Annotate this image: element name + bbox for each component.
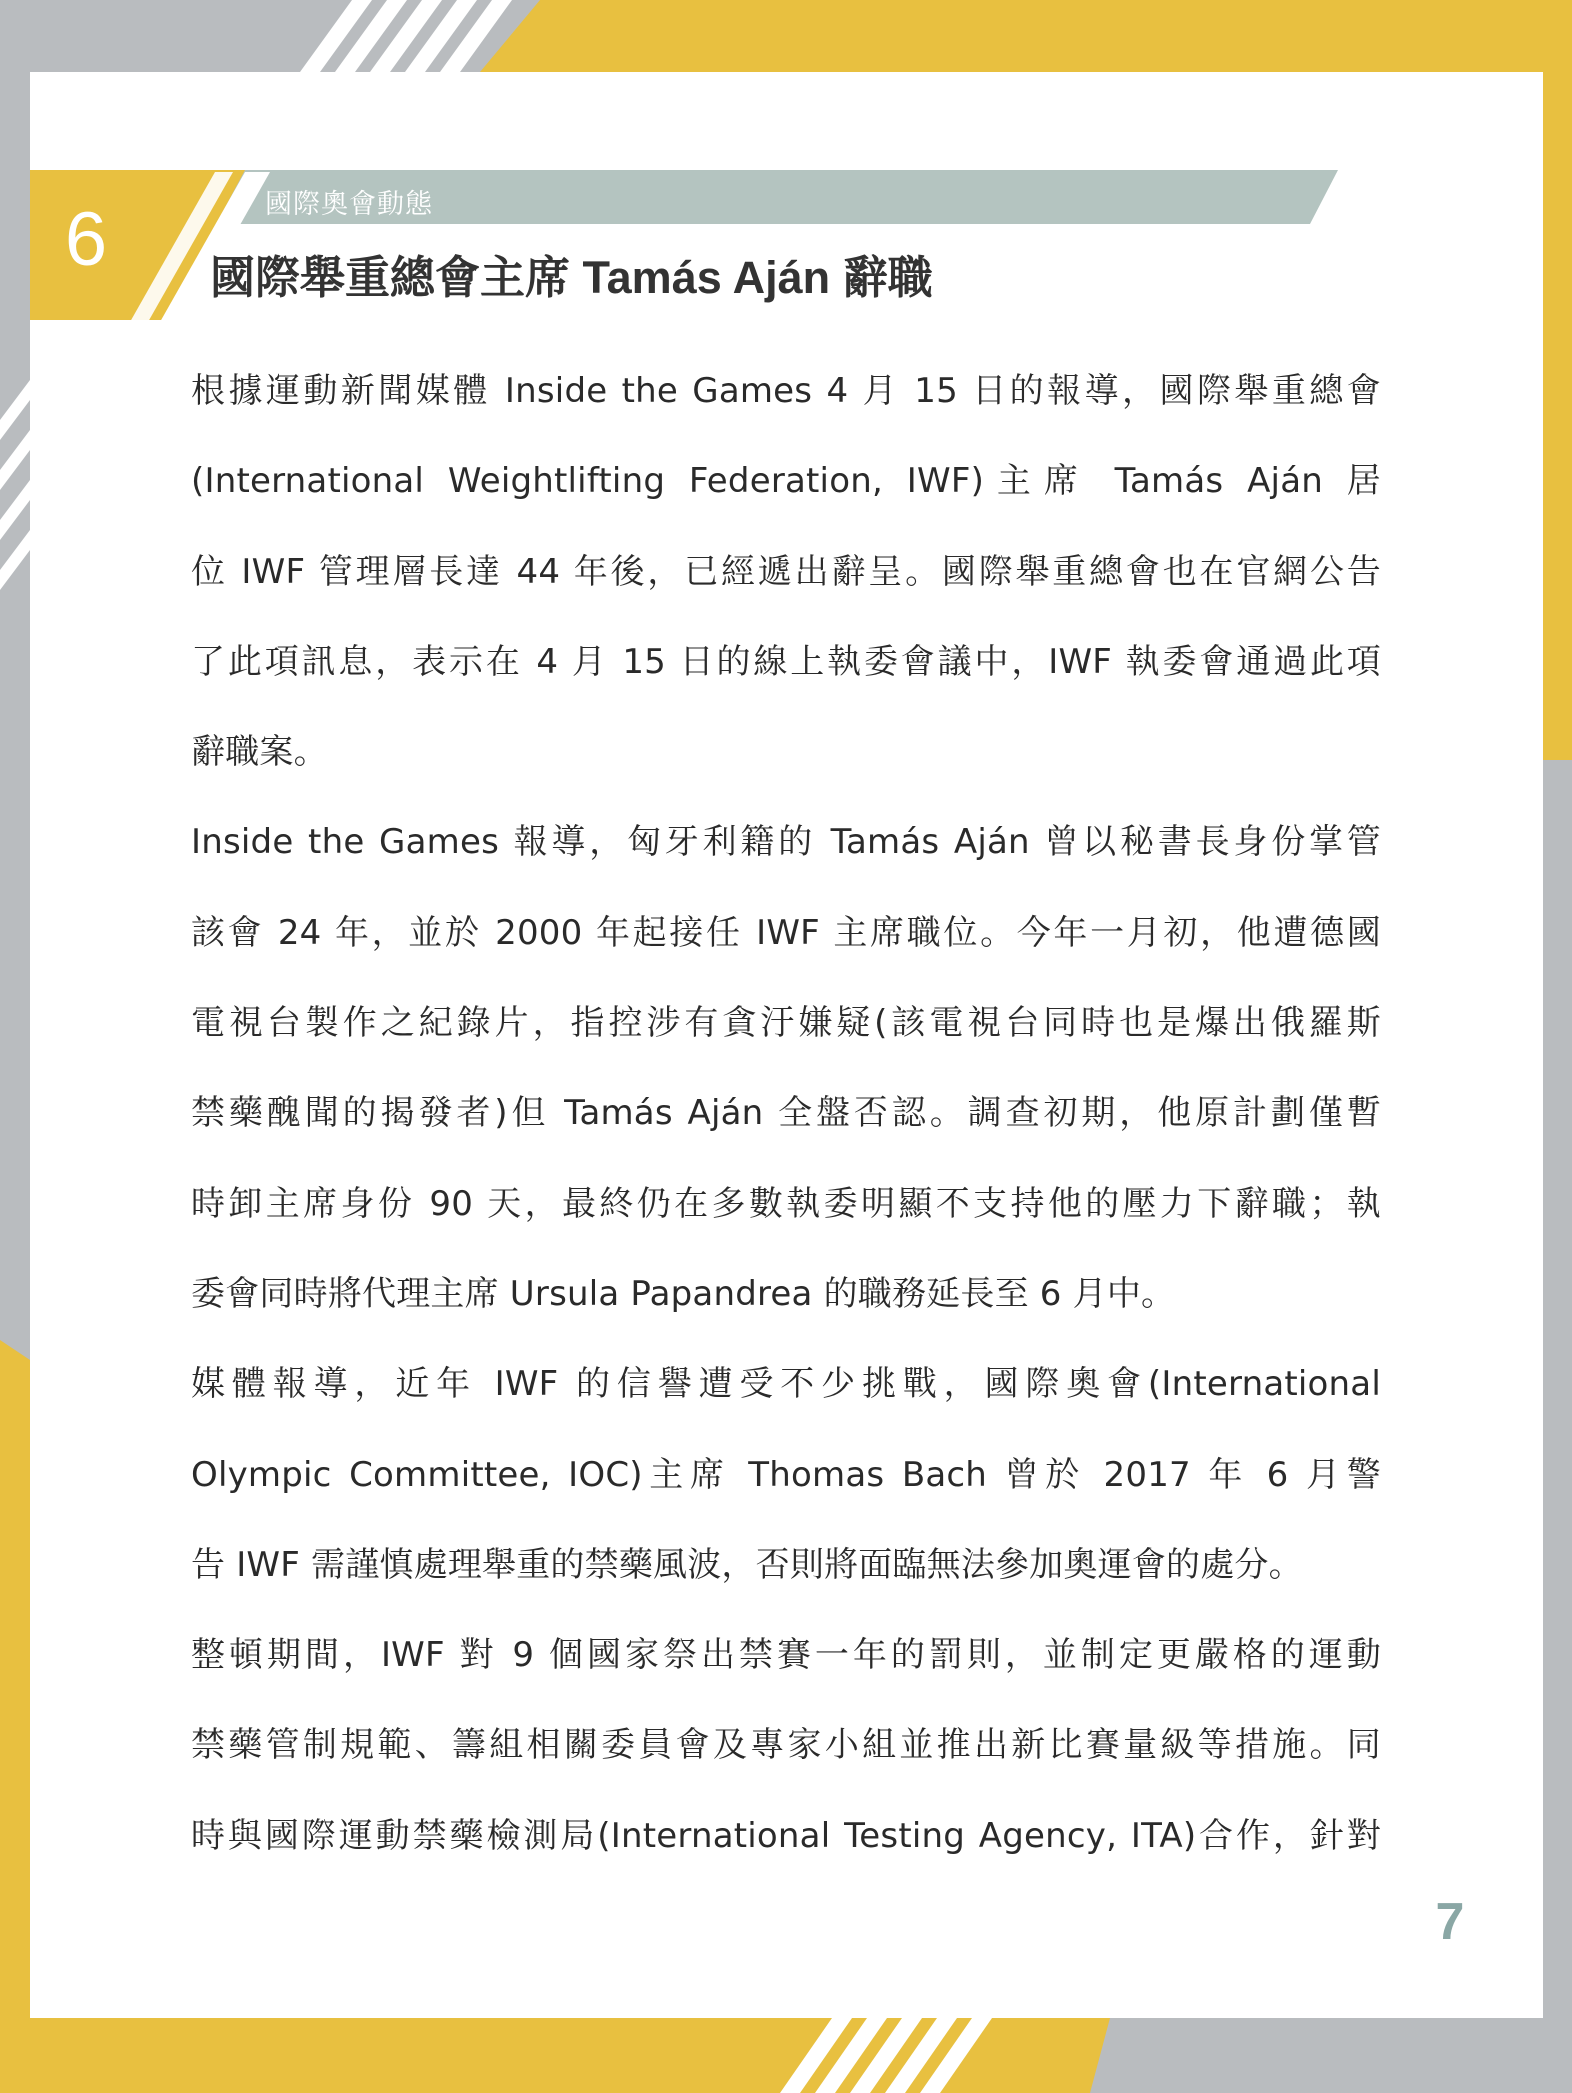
body-line: 委會同時將代理主席 Ursula Papandrea 的職務延長至 6 月中。 [191,1273,1176,1314]
body-line: 了此項訊息，表示在 4 月 15 日的線上執委會議中，IWF 執委會通過此項 [191,641,1381,682]
body-line: 時卸主席身份 90 天，最終仍在多數執委明顯不支持他的壓力下辭職；執 [191,1183,1381,1224]
body-line: Inside the Games 報導，匈牙利籍的 Tamás Aján 曾以秘書長身份掌管 [191,822,1381,863]
body-line: Olympic Committee, IOC)主席 Thomas Bach 曾於 2017 年 6 月警 [191,1454,1381,1495]
body-line: 整頓期間，IWF 對 9 個國家祭出禁賽一年的罰則，並制定更嚴格的運動 [191,1635,1381,1676]
body-line: 位 IWF 管理層長達 44 年後，已經遞出辭呈。國際舉重總會也在官網公告 [191,551,1381,592]
body-line: 禁藥醜聞的揭發者)但 Tamás Aján 全盤否認。調查初期，他原計劃僅暫 [191,1093,1381,1134]
section-category: 國際奧會動態 [265,189,433,219]
body-line: 時與國際運動禁藥檢測局(International Testing Agency, ITA)合作，針對 [191,1815,1381,1856]
article-body [191,346,1381,1881]
article-title: 國際舉重總會主席 Tamás Aján 辭職 [210,252,933,303]
body-line: 媒體報導，近年 IWF 的信譽遭受不少挑戰，國際奧會(International [191,1364,1381,1405]
body-line: 辭職案。 [191,732,328,773]
body-line: 告 IWF 需謹慎處理舉重的禁藥風波，否則將面臨無法參加奧運會的處分。 [191,1544,1303,1585]
body-line: (International Weightlifting Federation, IWF)主席 Tamás Aján 居 [191,461,1381,502]
body-line: 禁藥管制規範、籌組相關委員會及專家小組並推出新比賽量級等措施。同 [191,1725,1381,1766]
body-line: 電視台製作之紀錄片，指控涉有貪汙嫌疑(該電視台同時也是爆出俄羅斯 [191,1003,1381,1044]
body-line: 根據運動新聞媒體 Inside the Games 4 月 15 日的報導，國際舉重總會 [191,371,1381,411]
body-line: 該會 24 年，並於 2000 年起接任 IWF 主席職位。今年一月初，他遭德國 [191,912,1381,953]
section-number: 6 [64,197,108,282]
page-number: 7 [1435,1893,1465,1951]
